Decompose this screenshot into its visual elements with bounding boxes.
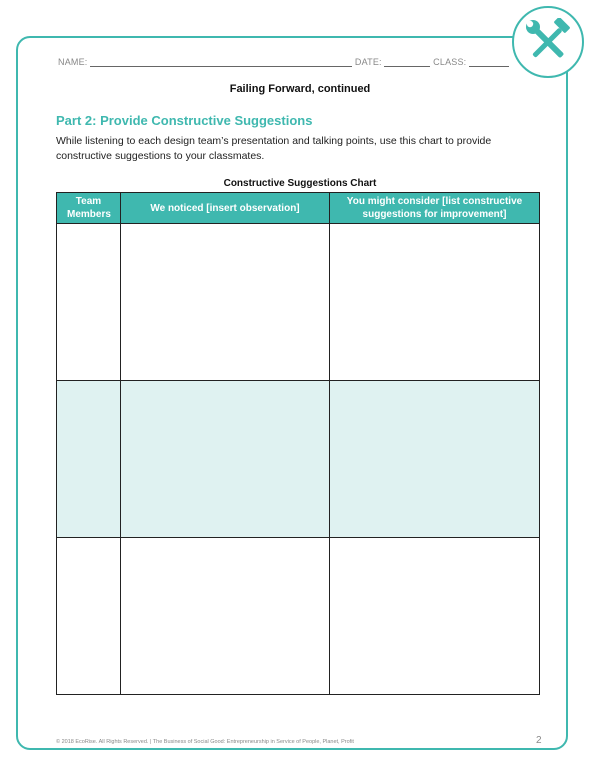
- student-info-line: [58, 56, 509, 67]
- team-members-cell[interactable]: [57, 538, 121, 695]
- class-blank[interactable]: [469, 56, 509, 67]
- table-row: [57, 538, 540, 695]
- suggestions-table: [56, 192, 540, 695]
- part-heading: Part 2: Provide Constructive Suggestions: [56, 113, 313, 128]
- table-row: [57, 224, 540, 381]
- page-number: 2: [536, 735, 542, 746]
- table-header-row: [57, 193, 540, 224]
- table-row: [57, 381, 540, 538]
- observation-cell[interactable]: [121, 381, 330, 538]
- observation-cell[interactable]: [121, 224, 330, 381]
- name-label: NAME:: [58, 57, 88, 67]
- footer-copyright: © 2018 EcoRise. All Rights Reserved. | The Business of Social Good: Entrepreneurship in Service of People, Planet, Profit: [56, 739, 354, 745]
- observation-cell[interactable]: [121, 538, 330, 695]
- document-title: Failing Forward, continued: [229, 83, 371, 95]
- intro-paragraph: While listening to each design team’s presentation and talking points, use this chart to provide constructive suggestions to your classmates.: [56, 135, 492, 162]
- team-members-cell[interactable]: [57, 224, 121, 381]
- suggestion-cell[interactable]: [330, 538, 540, 695]
- date-blank[interactable]: [384, 56, 430, 67]
- column-header-you-might-consider: You might consider [list constructive suggestions for improvement]: [330, 193, 540, 224]
- suggestion-cell[interactable]: [330, 381, 540, 538]
- team-members-cell[interactable]: [57, 381, 121, 538]
- class-label: CLASS:: [433, 57, 467, 67]
- date-label: DATE:: [354, 57, 382, 67]
- hammer-wrench-icon: [524, 18, 572, 66]
- suggestion-cell[interactable]: [330, 224, 540, 381]
- column-header-we-noticed: We noticed [insert observation]: [121, 193, 330, 224]
- tools-badge: [512, 6, 584, 78]
- column-header-team-members: Team Members: [57, 193, 121, 224]
- name-blank[interactable]: [90, 56, 352, 67]
- chart-title: Constructive Suggestions Chart: [223, 178, 377, 189]
